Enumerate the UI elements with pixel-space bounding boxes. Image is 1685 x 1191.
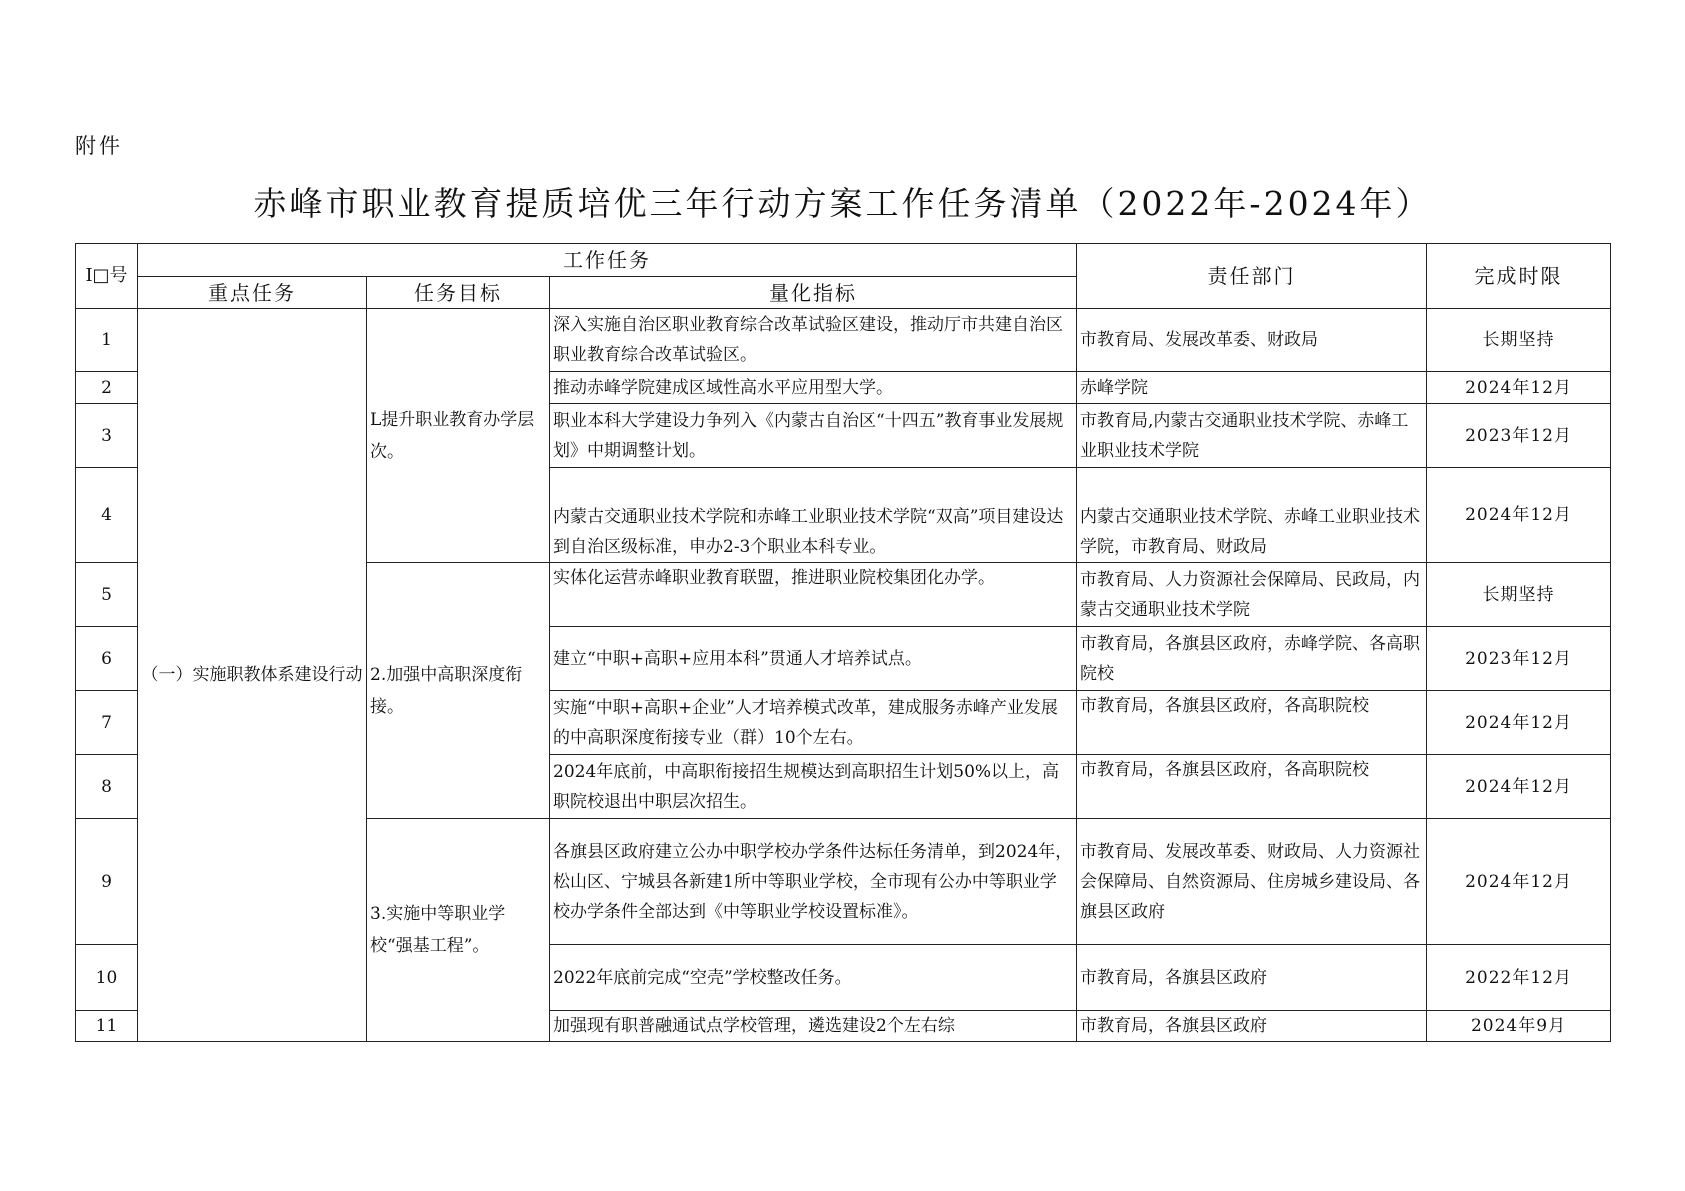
department-cell: 市教育局,内蒙古交通职业技术学院、赤峰工业职业技术学院 xyxy=(1077,404,1427,468)
row-number: 10 xyxy=(76,945,138,1011)
deadline-cell: 2024年12月 xyxy=(1427,372,1611,404)
header-department: 责任部门 xyxy=(1077,244,1427,309)
department-cell: 市教育局，各旗县区政府 xyxy=(1077,1011,1427,1042)
indicator-cell: 各旗县区政府建立公办中职学校办学条件达标任务清单，到2024年，松山区、宁城县各新建1所中等职业学校，全市现有公办中等职业学校办学条件全部达到《中等职业学校设置标准》。 xyxy=(550,819,1077,945)
indicator-cell: 内蒙古交通职业技术学院和赤峰工业职业技术学院“双高”项目建设达到自治区级标准，申办2-3个职业本科专业。 xyxy=(550,468,1077,563)
department-cell: 市教育局，各旗县区政府 xyxy=(1077,945,1427,1011)
indicator-cell: 实施“中职+高职+企业”人才培养模式改革，建成服务赤峰产业发展的中高职深度衔接专业（群）10个左右。 xyxy=(550,691,1077,755)
department-cell: 内蒙古交通职业技术学院、赤峰工业职业技术学院，市教育局、财政局 xyxy=(1077,468,1427,563)
indicator-cell: 2022年底前完成“空壳”学校整改任务。 xyxy=(550,945,1077,1011)
task-goal-1: L提升职业教育办学层次。 xyxy=(367,309,550,563)
header-seq: I□号 xyxy=(76,244,138,309)
table-row xyxy=(76,309,1611,372)
document-title: 赤峰市职业教育提质培优三年行动方案工作任务清单（2022年-2024年） xyxy=(253,184,1432,223)
department-cell: 市教育局、发展改革委、财政局 xyxy=(1077,309,1427,372)
deadline-cell: 2024年9月 xyxy=(1427,1011,1611,1042)
header-work-task: 工作任务 xyxy=(138,244,1077,277)
indicator-cell: 建立“中职+高职+应用本科”贯通人才培养试点。 xyxy=(550,627,1077,691)
task-list-table xyxy=(75,243,1611,1042)
department-cell: 市教育局，各旗县区政府，各高职院校 xyxy=(1077,691,1427,755)
deadline-cell: 2024年12月 xyxy=(1427,468,1611,563)
row-number: 2 xyxy=(76,372,138,404)
row-number: 9 xyxy=(76,819,138,945)
key-task-cell: （一）实施职教体系建设行动 xyxy=(138,309,367,1042)
department-cell: 市教育局，各旗县区政府，赤峰学院、各高职院校 xyxy=(1077,627,1427,691)
deadline-cell: 2024年12月 xyxy=(1427,755,1611,819)
deadline-cell: 2022年12月 xyxy=(1427,945,1611,1011)
task-goal-3: 3.实施中等职业学校“强基工程”。 xyxy=(367,819,550,1042)
header-deadline: 完成时限 xyxy=(1427,244,1611,309)
header-row-1 xyxy=(76,244,1611,277)
task-goal-2: 2.加强中高职深度衔接。 xyxy=(367,563,550,819)
deadline-cell: 长期坚持 xyxy=(1427,309,1611,372)
department-cell: 市教育局、发展改革委、财政局、人力资源社会保障局、自然资源局、住房城乡建设局、各旗县区政府 xyxy=(1077,819,1427,945)
deadline-cell: 2023年12月 xyxy=(1427,404,1611,468)
indicator-cell: 职业本科大学建设力争列入《内蒙古自治区“十四五”教育事业发展规划》中期调整计划。 xyxy=(550,404,1077,468)
indicator-cell: 深入实施自治区职业教育综合改革试验区建设，推动厅市共建自治区职业教育综合改革试验区。 xyxy=(550,309,1077,372)
row-number: 1 xyxy=(76,309,138,372)
indicator-cell: 推动赤峰学院建成区域性高水平应用型大学。 xyxy=(550,372,1077,404)
deadline-cell: 2024年12月 xyxy=(1427,691,1611,755)
row-number: 3 xyxy=(76,404,138,468)
row-number: 8 xyxy=(76,755,138,819)
deadline-cell: 2023年12月 xyxy=(1427,627,1611,691)
department-cell: 市教育局，各旗县区政府，各高职院校 xyxy=(1077,755,1427,819)
department-cell: 赤峰学院 xyxy=(1077,372,1427,404)
indicator-cell: 加强现有职普融通试点学校管理，遴选建设2个左右综 xyxy=(550,1011,1077,1042)
header-key-task: 重点任务 xyxy=(138,277,367,309)
indicator-cell: 2024年底前，中高职衔接招生规模达到高职招生计划50%以上，高职院校退出中职层次招生。 xyxy=(550,755,1077,819)
department-cell: 市教育局、人力资源社会保障局、民政局，内蒙古交通职业技术学院 xyxy=(1077,563,1427,627)
indicator-cell: 实体化运营赤峰职业教育联盟，推进职业院校集团化办学。 xyxy=(550,563,1077,627)
row-number: 6 xyxy=(76,627,138,691)
row-number: 5 xyxy=(76,563,138,627)
row-number: 7 xyxy=(76,691,138,755)
row-number: 11 xyxy=(76,1011,138,1042)
header-task-goal: 任务目标 xyxy=(367,277,550,309)
attachment-label: 附件 xyxy=(75,134,123,158)
header-indicator: 量化指标 xyxy=(550,277,1077,309)
deadline-cell: 长期坚持 xyxy=(1427,563,1611,627)
deadline-cell: 2024年12月 xyxy=(1427,819,1611,945)
row-number: 4 xyxy=(76,468,138,563)
